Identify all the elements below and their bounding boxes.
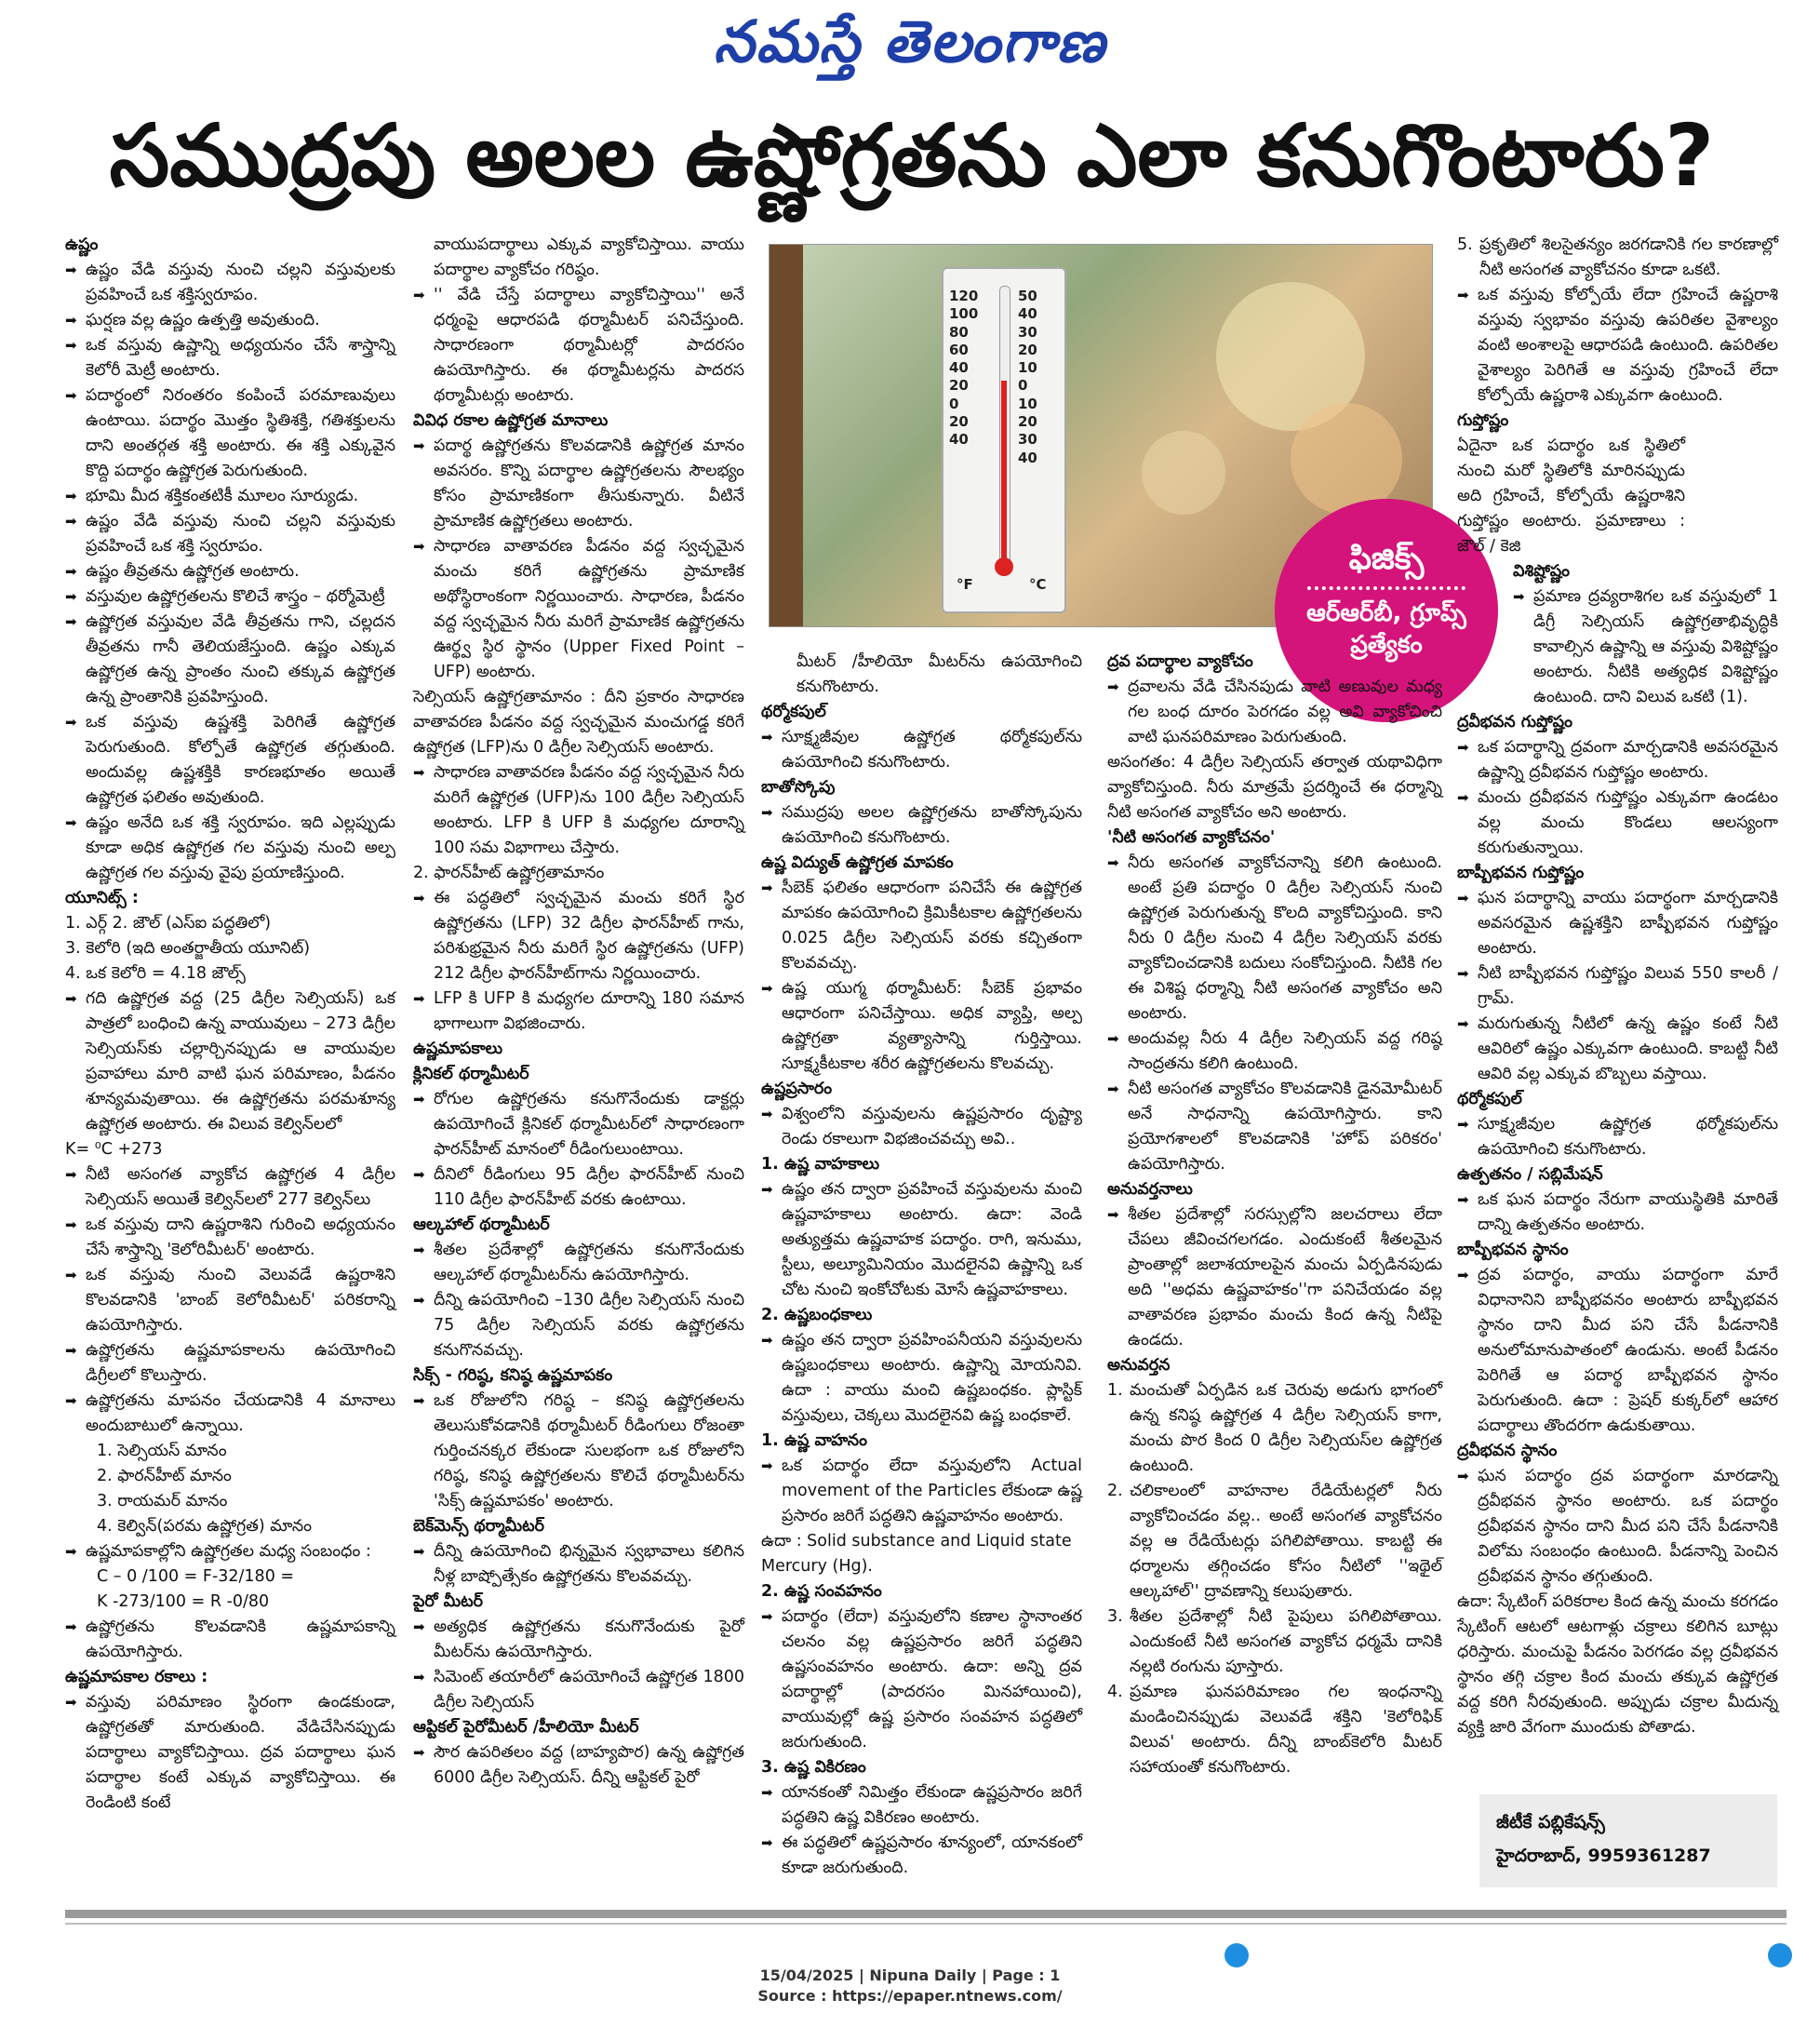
scale-item: 1. సెల్సియస్ మానం [97,1442,227,1460]
paragraph: ఉదా : Solid substance and Liquid state Mercury (Hg). [761,1532,1072,1576]
page-divider [65,1910,1787,1918]
page-divider [65,1923,1787,1925]
bullet-item: ➡ నీరు అసంగత వ్యాకోచనాన్ని కలిగి ఉంటుంది. అంటే ప్రతి పదార్థం 0 డిగ్రీల సెల్సియస్ నుంచి ఉష్ణోగ్రత పెరుగుతున్న కొలది వ్యాకోచిస్తుంది. కాని నీరు 0 డిగ్రీల నుంచి 4 డిగ్రీల సెల్సియస్ వరకు వ్యాకోచించడానికి బదులు సంకోచిస్తుంది. నీటికి గల ఈ విశిష్ట ధర్మాన్ని నీటి అసంగత వ్యాకోచం అని అంటారు. [1107,853,1442,1023]
article-column-1 [65,233,395,1816]
bullet-item: ➡ విశ్వంలోని వస్తువులను ఉష్ణప్రసారం దృష్ట్యా రెండు రకాలుగా విభజించవచ్చు అవి.. [761,1105,1082,1148]
bullet-item: ➡ '' వేడి చేస్తే పదార్థాలు వ్యాకోచిస్తాయి'' అనే ధర్మంపై ఆధారపడి థర్మామీటర్ పనిచేస్తుంది. సాధారణంగా థర్మామీటర్లో పాదరసం ఉపయోగిస్తారు. ఈ థర్మామీటర్లను పాదరస థర్మామీటర్లు అంటారు. [413,286,744,405]
paragraph: మీటర్ /హీలియో మీటర్‌ను ఉపయోగించి కనుగొంటారు. [796,652,1082,696]
article-column-4 [1107,650,1442,1780]
bullet-item: ➡ ఒక వస్తువు నుంచి వెలువడే ఉష్ణరాశిని కొలవడానికి 'బాంబ్ కెలోరిమీటర్' పరికరాన్ని ఉపయోగిస్తారు. [65,1266,395,1335]
numbered-heading: 3. ఉష్ణ వికిరణం [761,1758,866,1777]
unit-line: 1. ఎర్గ్ 2. జౌల్ (ఎస్ఐ పద్ధతిలో) [65,914,272,933]
bullet-item: ➡ ఉష్ణోగ్రతను కొలవడానికి ఉష్ణమాపకాన్ని ఉపయోగిస్తారు. [65,1618,395,1661]
scale-item: 2. ఫారన్‌హీట్ మానం [97,1467,232,1485]
page-footer [0,1966,1820,2007]
bullet-item: ➡ సూక్ష్మజీవుల ఉష్ణోగ్రత థర్మోకపుల్‌ను ఉపయోగించి కనుగొంటారు. [761,728,1082,772]
thermometer-icon [942,267,1066,613]
bullet-item: ➡ శీతల ప్రదేశాల్లో ఉష్ణోగ్రతను కనుగొనేందుకు ఆల్కహాల్ థర్మామీటర్‌ను ఉపయోగిస్తారు. [413,1241,744,1284]
bullet-item: ➡ ఉష్ణమాపకాల్లోని ఉష్ణోగ్రతల మధ్య సంబంధం : [65,1542,371,1561]
bullet-item: ➡ ద్రవ పదార్థం, వాయు పదార్థంగా మారే విధానానిని బాష్పీభవనం అంటారు బాష్పీభవన స్థానం దాని మీద పని చేసే పీడనానికి అనులోమానుపాతంలో ఉండును. అంటే పీడనం పెరిగితే ఆ పదార్థ బాష్పీభవన స్థానం పెరుగుతుంది. ఉదా : ప్రెషర్ కుక్కర్‌లో ఆహార పదార్థాలు తొందరగా ఉడుకుతాయి. [1457,1266,1778,1435]
bullet-item: ➡ ఉష్ణోగ్రతను ఉష్ణమాపకాలను ఉపయోగించి డిగ్రీలలో కొలుస్తారు. [65,1341,395,1385]
bullet-item: ➡ సౌర ఉపరితలం వద్ద (బాహ్యపొర) ఉన్న ఉష్ణోగ్రత 6000 డిగ్రీల సెల్సియస్. దీన్ని ఆప్టికల్ పైరో [413,1743,744,1787]
fahrenheit-unit: °F [957,576,973,593]
unit-line: 4. ఒక కెలోరి = 4.18 జౌల్స్ [65,964,246,983]
scale-item: 4. కెల్విన్(పరమ ఉష్ణోగ్రత) మానం [97,1517,312,1536]
numbered-heading: 1. ఉష్ణ వాహనం [761,1431,867,1450]
section-heading: ఆల్కహాల్ థర్మామీటర్ [413,1215,550,1234]
fahrenheit-scale: 120 100 80 60 40 20 0 20 40 [949,288,979,449]
numbered-item: 2. చలికాలంలో వాహనాల రేడియేటర్లలో నీరు వ్యాకోచించడం వల్ల.. అంటే అసంగత వ్యాకోచనం వల్ల ఆ రేడియేటర్లు పగిలిపోతాయి. కాబట్టి ఈ ధర్మాలను తగ్గించడం కోసం నీటిలో ''ఇథైల్ ఆల్కహాల్'' ద్రావణాన్ని కలుపుతారు. [1107,1482,1442,1601]
page-title: సముద్రపు అలల ఉష్ణోగ్రతను ఎలా కనుగొంటారు? [109,106,1715,206]
section-heading: యూనిట్స్ : [65,889,139,907]
bullet-item: ➡ ఉష్ణం తన ద్వారా ప్రవహింపనీయని వస్తువులను ఉష్ణబంధకాలు అంటారు. ఉష్ణాన్ని మోయనివి. ఉదా : వాయు మంచి ఉష్ణబంధకం. ప్లాస్టిక్ వస్తువులు, చెక్కలు మొదలైనవి ఉష్ణ బంధకాలే. [761,1331,1082,1425]
numbered-item: 4. ప్రమాణ ఘనపరిమాణం గల ఇంధనాన్ని మండించినప్పుడు వెలువడే శక్తిని 'కెలోరిఫిక్ విలువ' అంటారు. దీన్ని బాంబ్‌కెలోరి మీటర్ సహాయంతో కనుగొంటారు. [1107,1683,1442,1777]
article-column-5 [1457,233,1778,1740]
bullet-item: ➡ ఉష్ణోగ్రతను మాపనం చేయడానికి 4 మానాలు అందుబాటులో ఉన్నాయి. [65,1391,395,1435]
section-heading: 'నీటి అసంగత వ్యాకోచనం' [1107,828,1276,847]
bullet-item: ➡ ఉష్ణ యుగ్మ థర్మామీటర్: సీబెక్ ప్రభావం ఆధారంగా పనిచేస్తాయి. అధిక వ్యాప్తి, అల్ప ఉష్ణోగ్రతా వ్యత్యాసాన్ని గుర్తిస్తాయి. సూక్ష్మకీటకాల శరీర ఉష్ణోగ్రతలను కొలవచ్చు. [761,979,1082,1073]
bullet-item: ➡ ఉష్ణం వేడి వస్తువు నుంచి చల్లని వస్తువుకు ప్రవహించే ఒక శక్తి స్వరూపం. [65,512,395,556]
section-heading: అనువర్తన [1107,1356,1171,1375]
paragraph: అసంగతం: 4 డిగ్రీల సెల్సియస్ తర్వాత యథావిధిగా వ్యాకోచిస్తుంది. నీరు మాత్రమే ప్రదర్శించే ఈ ధర్మాన్ని నీటి అసంగత వ్యాకోచం అని అంటారు. [1107,753,1442,822]
bullet-item: ➡ ఒక ఘన పదార్థం నేరుగా వాయుస్థితికి మారితే దాన్ని ఉత్పతనం అంటారు. [1457,1190,1778,1234]
bullet-item: ➡ మంచు ద్రవీభవన గుప్తోష్ణం ఎక్కువగా ఉండటం వల్ల మంచు కొండలు ఆలస్యంగా కరుగుతున్నాయి. [1457,788,1778,857]
publisher-name: జీటీకే పబ్లికేషన్స్ [1496,1812,1605,1832]
bullet-item: ➡ దీన్ని ఉపయోగించి భిన్నమైన స్వభావాలు కలిగిన నీళ్ల బాష్పోత్సేకం ఉష్ణోగ్రతను కొలవవచ్చు. [413,1542,744,1586]
numbered-item: 3. శీతల ప్రదేశాల్లో నీటి పైపులు పగిలిపోతాయి. ఎందుకంటే నీటి అసంగత వ్యాకోచ ధర్మమే దానికి నల్లటి రంగును పూస్తారు. [1107,1607,1442,1676]
bullet-item: ➡ ఉష్ణం తీవ్రతను ఉష్ణోగ్రత అంటారు. [65,562,300,581]
bullet-item: ➡ భూమి మీద శక్తికంతటికీ మూలం సూర్యుడు. [65,487,359,505]
bullet-item: ➡ ఉష్ణం వేడి వస్తువు నుంచి చల్లని వస్తువులకు ప్రవహించే ఒక శక్తిస్వరూపం. [65,261,395,304]
section-heading: బాష్పీభవన గుప్తోష్ణం [1457,864,1585,882]
bullet-item: ➡ అందువల్ల నీరు 4 డిగ్రీల సెల్సియస్ వద్ద గరిష్ఠ సాంద్రతను కలిగి ఉంటుంది. [1107,1029,1442,1073]
numbered-heading: 2. ఉష్ణ సంవహనం [761,1582,882,1601]
celsius-unit: °C [1029,576,1047,593]
paragraph: సెల్సియస్ ఉష్ణోగ్రతామానం : దీని ప్రకారం సాధారణ వాతావరణ పీడనం వద్ద స్వచ్ఛమైన మంచుగడ్డ కరిగే ఉష్ణోగ్రత (LFP)ను 0 డిగ్రీల సెల్సియస్ అంటారు. [413,688,744,757]
section-heading: ఉష్ణమాపకాల రకాలు : [65,1668,208,1686]
section-heading: ఉష్ణ విద్యుత్ ఉష్ణోగ్రత మాపకం [761,853,954,872]
article-column-3 [761,650,1082,1881]
bullet-item: ➡ సూక్ష్మజీవుల ఉష్ణోగ్రత థర్మోకపుల్‌ను ఉపయోగించి కనుగొంటారు. [1457,1115,1778,1159]
scale-item: 3. రాయమర్ మానం [97,1492,228,1510]
numbered-heading: 2. ఫారన్‌హీట్ ఉష్ణోగ్రతామానం [413,864,605,882]
bullet-item: ➡ ఉష్ణోగ్రత వస్తువుల వేడి తీవ్రతను గాని, చల్లదన తీవ్రతను గానీ తెలియజేస్తుంది. ఉష్ణం ఎక్కువ ఉష్ణోగ్రత ఉన్న ప్రాంతం నుంచి తక్కువ ఉష్ణోగ్రత ఉన్న ప్రాంతానికి ప్రవహిస్తుంది. [65,612,395,706]
formula: C – 0 /100 = F-32/180 = [97,1567,295,1586]
page-nav-dot[interactable] [1224,1943,1249,1967]
bullet-item: ➡ ఒక వస్తువు దాని ఉష్ణరాశిని గురించి అధ్యయనం చేసే శాస్త్రాన్ని 'కెలోరిమీటర్' అంటారు. [65,1215,395,1259]
section-heading: పైరో మీటర్ [413,1592,483,1611]
section-heading: ఉష్ణప్రసారం [761,1080,833,1098]
bullet-item: ➡ మరుగుతున్న నీటిలో ఉన్న ఉష్ణం కంటే నీటి ఆవిరిలో ఉష్ణం ఎక్కువగా ఉంటుంది. కాబట్టి నీటి ఆవిరి వల్ల ఎక్కువ బొబ్బలు వస్తాయి. [1457,1014,1778,1083]
numbered-item: 1. మంచుతో ఏర్పడిన ఒక చెరువు అడుగు భాగంలో ఉన్న కనిష్ఠ ఉష్ణోగ్రత 4 డిగ్రీల సెల్సియస్ కాగా, మంచు పొర కింద 0 డిగ్రీల సెల్సియస్‌ల ఉష్ణోగ్రత ఉంటుంది. [1107,1381,1442,1475]
footer-date-line: 15/04/2025 | Nipuna Daily | Page : 1 [759,1967,1061,1984]
bullet-item: ➡ ప్రమాణ ద్రవ్యరాశిగల ఒక వస్తువులో 1 డిగ్రీ సెల్సియస్ ఉష్ణోగ్రతాభివృద్ధికి కావాల్సిన ఉష్ణాన్ని ఆ వస్తువు విశిష్టోష్ణం అంటారు. నీటికి అత్యధిక విశిష్టోష్ణం ఉంటుంది. దాని విలువ ఒకటి (1). [1513,587,1778,706]
bullet-item: ➡ LFP కి UFP కి మధ్యగల దూరాన్ని 180 సమాన భాగాలుగా విభజించారు. [413,989,744,1033]
bullet-item: ➡ పదార్థ ఉష్ణోగ్రతను కొలవడానికి ఉష్ణోగ్రత మానం అవసరం. కొన్ని పదార్థాల ఉష్ణోగ్రతలను సౌలభ్యం కోసం ప్రామాణికంగా తీసుకున్నారు. వీటినే ప్రామాణిక ఉష్ణోగ్రతలు అంటారు. [413,436,744,530]
bullet-item: ➡ సాధారణ వాతావరణ పీడనం వద్ద స్వచ్ఛమైన మంచు కరిగే ఉష్ణోగ్రతను ప్రామాణిక అథోస్థిరాంకంగా నిర్ణయించారు. సాధారణ, పీడనం వద్ద స్వచ్ఛమైన నీరు మరిగే ప్రామాణిక ఉష్ణోగ్రతను ఊర్థ్వ స్థిర స్థానం (Upper Fixed Point – UFP) అంటారు. [413,537,744,681]
section-heading: థర్మోకపుల్ [761,703,826,721]
bullet-item: ➡ ఒక పదార్థం లేదా వస్తువులోని Actual movement of the Particles లేకుండా ఉష్ణ ప్రసారం జరిగే పద్ధతిని ఉష్ణవాహనం అంటారు. [761,1456,1082,1525]
bullet-item: ➡ అత్యధిక ఉష్ణోగ్రతను కనుగొనేందుకు పైరో మీటర్‌ను ఉపయోగిస్తారు. [413,1618,744,1661]
section-heading: విశిష్టోష్ణం [1513,562,1571,581]
numbered-heading: 2. ఉష్ణబంధకాలు [761,1306,873,1324]
bullet-item: ➡ ఒక పదార్థాన్ని ద్రవంగా మార్చడానికి అవసరమైన ఉష్ణాన్ని ద్రవీభవన గుప్తోష్ణం అంటారు. [1457,738,1778,782]
badge-target: ఆర్ఆర్‌బీ, గ్రూప్స్ ప్రత్యేకం [1306,599,1466,659]
bullet-item: ➡ రోగుల ఉష్ణోగ్రతను కనుగొనేందుకు డాక్టర్లు ఉపయోగించే క్లినికల్ థర్మామీటర్‌లో సాధారణంగా ఫారన్‌హీట్ మానంలో రీడింగులుంటాయి. [413,1090,744,1159]
bullet-item: ➡ నీటి అసంగత వ్యాకోచ ఉష్ణోగ్రత 4 డిగ్రీల సెల్సియస్ అయితే కెల్విన్‌లలో 277 కెల్విన్‌లు [65,1165,395,1209]
formula: K= ⁰C +273 [65,1140,163,1159]
paragraph: ఉదా: స్కేటింగ్ పరికరాల కింద ఉన్న మంచు కరగడం స్కేటింగ్ ఆటలో ఆటగాళ్లు చక్రాలు కలిగిన బూట్లు ధరిస్తారు. మంచుపై పీడనం పెరగడం వల్ల ద్రవీభవన స్థానం తగ్గి చక్రాల కింద మంచు తక్కువ ఉష్ణోగ్రత వద్ద కరిగి నీరవుతుంది. అప్పుడు చక్రాల మీదున్న వ్యక్తి జారి వేగంగా ముందుకు పోతాడు. [1457,1592,1778,1737]
masthead: నమస్తే తెలంగాణ [713,7,1107,75]
section-heading: వివిధ రకాల ఉష్ణోగ్రత మానాలు [413,411,609,430]
bullet-item: ➡ ద్రవాలను వేడి చేసినపుడు వాటి అణువుల మధ్య గల బంధ దూరం పెరగడం వల్ల అవి వ్యాకోచించి వాటి ఘనపరిమాణం పెరుగుతుంది. [1107,678,1442,746]
footer-source-link[interactable]: Source : https://epaper.ntnews.com/ [757,1987,1063,2005]
bullet-item: ➡ పదార్థం (లేదా) వస్తువులోని కణాల స్థానాంతర చలనం వల్ల ఉష్ణప్రసారం జరిగే పద్ధతిని ఉష్ణసంవహనం అంటారు. ఉదా: అన్ని ద్రవ పదార్థాల్లో (పాదరసం మినహాయించి), వాయువుల్లో ఉష్ణ ప్రసారం సంవహన పద్ధతిలో జరుగుతుంది. [761,1607,1082,1752]
page-nav-dot[interactable] [1768,1943,1792,1967]
bullet-item: ➡ ఒక వస్తువు కోల్పోయే లేదా గ్రహించే ఉష్ణరాశి వస్తువు స్వభావం వస్తువు ఉపరితల వైశాల్యం వంటి అంశాలపై ఆధారపడి ఉంటుంది. ఉపరితల వైశాల్యం పెరిగితే ఆ వస్తువు గ్రహించే లేదా కోల్పోయే ఉష్ణరాశి ఎక్కువగా ఉంటుంది. [1457,286,1778,405]
article-column-2 [413,233,744,1791]
paragraph: వాయుపదార్థాలు ఎక్కువ వ్యాకోచిస్తాయి. వాయు పదార్థాల వ్యాకోచం గరిష్ఠం. [434,235,744,279]
section-heading: ఉత్పతనం / సబ్లిమేషన్ [1457,1165,1603,1184]
section-heading: ద్రవ పదార్థాల వ్యాకోచం [1107,652,1253,671]
bullet-item: ➡ దీనిలో రీడింగులు 95 డిగ్రీల ఫారన్‌హీట్ నుంచి 110 డిగ్రీల ఫారన్‌హీట్ వరకు ఉంటాయి. [413,1165,744,1209]
bullet-item: ➡ ఘన పదార్థాన్ని వాయు పదార్థంగా మార్చడానికి అవసరమైన ఉష్ణశక్తిని బాష్పీభవన గుప్తోష్ణం అంటారు. [1457,889,1778,958]
section-heading: అనువర్తనాలు [1107,1180,1193,1199]
section-heading: క్లినికల్ థర్మామీటర్ [413,1065,529,1083]
bullet-item: ➡ గది ఉష్ణోగ్రత వద్ద (25 డిగ్రీల సెల్సియస్) ఒక పాత్రలో బంధించి ఉన్న వాయువులు – 273 డిగ్రీల సెల్సియస్‌కు చల్లార్చినప్పుడు ఆ వాయువుల ప్రవాహాలు మారి వాటి ఘన పరిమాణం, పీడనం శూన్యమవుతాయి. ఈ ఉష్ణోగ్రతను పరమశూన్య ఉష్ణోగ్రత అంటారు. ఈ విలువ కెల్విన్‌లలో [65,989,395,1134]
bullet-item: ➡ శీతల ప్రదేశాల్లో సరస్సుల్లోని జలచరాలు లేదా చేపలు జీవించగలగడం. ఎందుకంటే శీతలమైన ప్రాంతాల్లో జలాశయాలపైన మంచు ఏర్పడినపుడు అది ''అధమ ఉష్ణవాహకం''గా పనిచేయడం వల్ల వాతావరణ ప్రభావం మంచు కింద ఉన్న నీటిపై ఉండదు. [1107,1205,1442,1349]
bullet-item: ➡ ఘర్షణ వల్ల ఉష్ణం ఉత్పత్తి అవుతుంది. [65,311,320,329]
bullet-item: ➡ నీటి అసంగత వ్యాకోచం కొలవడానికి డైనమోమీటర్ అనే సాధనాన్ని ఉపయోగిస్తారు. కాని ప్రయోగశాలలో కొలవడానికి 'హోప్ పరికరం' ఉపయోగిస్తారు. [1107,1080,1442,1174]
numbered-item: 5. ప్రకృతిలో శిలసైతన్యం జరగడానికి గల కారణాల్లో నీటి అసంగత వ్యాకోచనం కూడా ఒకటి. [1457,235,1778,279]
unit-line: 3. కెలోరి (ఇది అంతర్జాతీయ యూనిట్) [65,939,311,958]
bullet-item: ➡ దీన్ని ఉపయోగించి –130 డిగ్రీల సెల్సియస్ నుంచి 75 డిగ్రీల సెల్సియస్ వరకు ఉష్ణోగ్రతను కనుగొనవచ్చు. [413,1291,744,1360]
section-heading: గుప్తోష్ణం [1457,411,1509,430]
section-heading: ద్రవీభవన స్థానం [1457,1442,1558,1460]
bullet-item: ➡ నీటి బాష్పీభవన గుప్తోష్ణం విలువ 550 కాలరీ / గ్రామ్. [1457,964,1778,1008]
section-heading: బెక్‌మెన్స్ థర్మామీటర్ [413,1517,544,1536]
section-heading: బాతోస్కోపు [761,778,836,797]
bullet-item: ➡ సాధారణ వాతావరణ పీడనం వద్ద స్వచ్ఛమైన నీరు మరిగే ఉష్ణోగ్రత (UFP)ను 100 డిగ్రీల సెల్సియస్ అంటారు. LFP కి UFP కి మధ్యగల దూరాన్ని 100 సమ విభాగాలు చేస్తారు. [413,763,744,857]
section-heading: ద్రవీభవన గుప్తోష్ణం [1457,713,1572,732]
bullet-item: ➡ సముద్రపు అలల ఉష్ణోగ్రతను బాతోస్కోపును ఉపయోగించి కనుగొంటారు. [761,803,1082,847]
section-heading: ఆప్టికల్ పైరోమీటర్ /హీలియో మీటర్ [413,1718,639,1737]
bullet-item: ➡ సిమెంట్ తయారీలో ఉపయోగించే ఉష్ణోగ్రత 1800 డిగ్రీల సెల్సియస్ [413,1668,744,1712]
bullet-item: ➡ ఒక వస్తువు ఉష్ణశక్తి పెరిగితే ఉష్ణోగ్రత పెరుగుతుంది. కోల్పోతే ఉష్ణోగ్రత తగ్గుతుంది. అందువల్ల ఉష్ణశక్తికి కారణభూతం అయితే ఉష్ణోగ్రత ఫలితం అవుతుంది. [65,713,395,807]
bullet-item: ➡ ఉష్ణం అనేది ఒక శక్తి స్వరూపం. ఇది ఎల్లప్పుడు కూడా అధిక ఉష్ణోగ్రత గల వస్తువు నుంచి అల్ప ఉష్ణోగ్రత గల వస్తువు వైపు ప్రయాణిస్తుంది. [65,813,395,882]
door-frame [769,245,803,626]
section-heading: ఉష్ణం [65,235,99,254]
badge-subject: ఫిజిక్స్ [1348,540,1425,577]
section-heading: సిక్స్ - గరిష్ఠ, కనిష్ఠ ఉష్ణమాపకం [413,1366,613,1385]
formula: K -273/100 = R -0/80 [97,1592,270,1611]
publisher-contact: హైదరాబాద్, 9959361287 [1496,1846,1711,1866]
bullet-item: ➡ ఒక రోజులోని గరిష్ఠ – కనిష్ఠ ఉష్ణోగ్రతలను తెలుసుకోవడానికి థర్మామీటర్ రీడింగులు రోజంతా గుర్తించనక్కర లేకుండా సులభంగా ఒక రోజులోని గరిష్ఠ, కనిష్ఠ ఉష్ణోగ్రతలను కొలిచే థర్మామీటర్‌ను 'సిక్స్ ఉష్ణమాపకం' అంటారు. [413,1391,744,1510]
bullet-item: ➡ ఘన పదార్థం ద్రవ పదార్థంగా మారడాన్ని ద్రవీభవన స్థానం అంటారు. ఒక పదార్థం ద్రవీభవన స్థానం దాని మీద పని చేసే పీడనానికి విలోమ సంబంధం ఉంటుంది. పీడనాన్ని పెంచిన ద్రవీభవన స్థానం తగ్గుతుంది. [1457,1467,1778,1586]
bullet-item: ➡ యానకంతో నిమిత్తం లేకుండా ఉష్ణప్రసారం జరిగే పద్ధతిని ఉష్ణ వికిరణం అంటారు. [761,1783,1082,1827]
bullet-item: ➡ వస్తువు పరిమాణం స్థిరంగా ఉండకుండా, ఉష్ణోగ్రతతో మారుతుంది. వేడిచేసినప్పుడు పదార్థాలు వ్యాకోచిస్తాయి. ద్రవ పదార్థాలు ఘన పదార్థాల కంటే ఎక్కువ వ్యాకోచిస్తాయి. ఈ రెండింటి కంటే [65,1693,395,1812]
author-credit [1479,1794,1777,1887]
bullet-item: ➡ పదార్థంలో నిరంతరం కంపించే పరమాణువులు ఉంటాయి. పదార్థం మొత్తం స్థితిశక్తి, గతిశక్తులను దాని అంతర్గత శక్తి అంటారు. ఈ శక్తి ఎక్కువైన కొద్ది పదార్థం ఉష్ణోగ్రత పెరుగుతుంది. [65,386,395,480]
paragraph: ఏదైనా ఒక పదార్థం ఒక స్థితిలో నుంచి మరో స్థితిలోకి మారినప్పుడు అది గ్రహించే, కోల్పోయే ఉష్ణరాశిని గుప్తోష్ణం అంటారు. ప్రమాణాలు : జౌల్ / కెజి [1457,436,1685,556]
bullet-item: ➡ సీబెక్ ఫలితం ఆధారంగా పనిచేసే ఈ ఉష్ణోగ్రత మాపకం ఉపయోగించి క్రిమికీటకాల ఉష్ణోగ్రతలను 0.025 డిగ్రీల సెల్సియస్ వరకు కచ్చితంగా కొలవవచ్చు. [761,879,1082,973]
celsius-scale: 50 40 30 20 10 0 10 20 30 40 [1018,288,1037,466]
bullet-item: ➡ ఉష్ణం తన ద్వారా ప్రవహించే వస్తువులను మంచి ఉష్ణవాహకాలు అంటారు. ఉదా: వెండి అత్యుత్తమ ఉష్ణవాహక పదార్థం. రాగి, ఇనుము, స్టీలు, అల్యూమినియం మొదలైనవి ఉష్ణాన్ని ఒక చోట నుంచి ఇంకోచోటకు మోసే ఉష్ణవాహకాలు. [761,1180,1082,1299]
badge-divider [1307,586,1465,590]
section-heading: బాష్పీభవన స్థానం [1457,1241,1569,1259]
section-heading: థర్మోకపుల్ [1457,1090,1522,1108]
section-heading: ఉష్ణమాపకాలు [413,1040,503,1058]
bullet-item: ➡ వస్తువుల ఉష్ణోగ్రతలను కొలిచే శాస్త్రం – థర్మోమెట్రీ [65,587,385,606]
bullet-item: ➡ ఒక వస్తువు ఉష్ణాన్ని అధ్యయనం చేసే శాస్త్రాన్ని కెలోరీ మెట్రీ అంటారు. [65,336,395,380]
numbered-heading: 1. ఉష్ణ వాహకాలు [761,1155,880,1174]
bullet-item: ➡ ఈ పద్ధతిలో స్వచ్ఛమైన మంచు కరిగే స్థిర ఉష్ణోగ్రతను (LFP) 32 డిగ్రీల ఫారన్‌హీట్ గాను, పరిశుభ్రమైన నీరు మరిగే స్థిర ఉష్ణోగ్రతను (UFP) 212 డిగ్రీల ఫారన్‌హీట్‌గాను నిర్ణయించారు. [413,889,744,983]
bullet-item: ➡ ఈ పద్ధతిలో ఉష్ణప్రసారం శూన్యంలో, యానకంలో కూడా జరుగుతుంది. [761,1833,1082,1877]
